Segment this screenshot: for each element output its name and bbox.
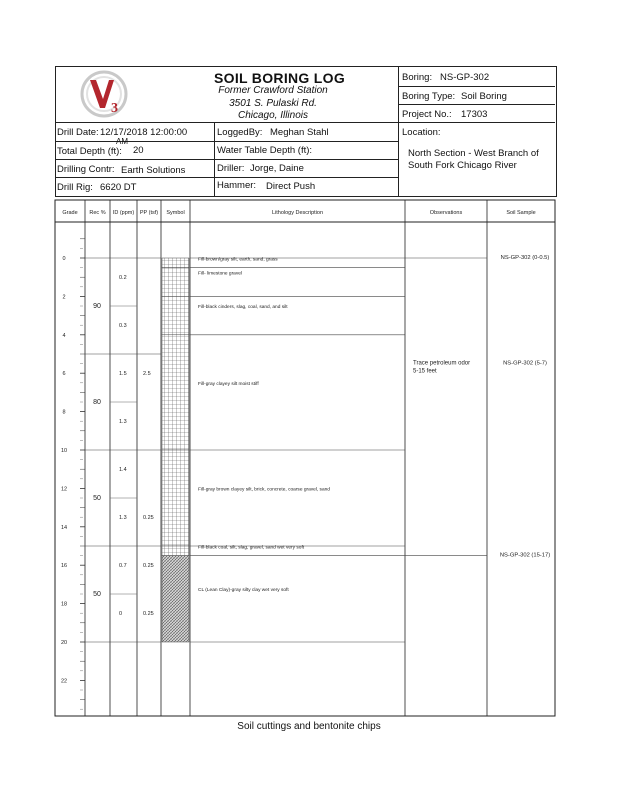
logged-by-value: Meghan Stahl [270,127,329,138]
depth-label: 12 [60,486,68,493]
recovery-value: 90 [93,303,101,310]
site-address: 3501 S. Pulaski Rd. [229,98,317,109]
lithology-symbol [162,268,189,297]
lithology-description: Fill- limestone gravel [198,271,242,277]
depth-label: 14 [60,524,68,531]
lithology-symbol [162,296,189,334]
boring-type-label: Boring Type: [402,91,456,102]
footer-note: Soil cuttings and bentonite chips [237,721,381,732]
lithology-symbol [162,546,189,556]
id-ppm-value: 1.3 [119,419,127,426]
boring-value: NS-GP-302 [440,72,490,83]
id-ppm-value: 1.5 [119,371,127,378]
column-header: Lithology Description [271,210,324,216]
lithology-description: Fill-black coal, silt, slag, gravel, sand wet very soft [198,545,305,551]
depth-label: 16 [60,563,68,570]
site-city: Chicago, Illinois [237,110,309,121]
id-ppm-value: 0 [119,611,123,618]
boring-type-value: Soil Boring [461,91,507,102]
project-no-value: 17303 [461,109,488,120]
total-depth-value: 20 [133,145,144,156]
depth-label: 20 [60,640,68,646]
site-name: Former Crawford Station [218,85,328,96]
location-value-2: South Fork Chicago River [408,160,517,171]
lithology-symbol [162,335,189,450]
lithology-symbol [162,450,189,546]
drill-date-label: Drill Date: [57,127,99,138]
recovery-value: 80 [93,399,101,406]
lithology-description: Fill-black cinders, slag, coal, sand, and silt [198,305,288,310]
column-header: Rec % [89,210,106,216]
project-no-label: Project No.: [402,109,452,120]
location-value-1: North Section - West Branch of [408,148,539,159]
pp-tsf-value: 0.25 [143,515,154,522]
total-depth-label: Total Depth (ft): [57,146,122,157]
depth-label: 10 [60,448,68,454]
id-ppm-value: 1.3 [119,515,127,522]
pp-tsf-value: 2.5 [143,371,151,378]
drilling-contr-label: Drilling Contr: [57,164,115,175]
driller-label: Driller: [217,163,245,174]
svg-text:3: 3 [111,101,118,116]
lithology-symbol [162,258,189,268]
column-header: ID (ppm) [112,210,135,216]
column-header: Grade [62,210,78,216]
depth-label: 0 [62,256,66,262]
hammer-value: Direct Push [266,181,316,192]
pp-tsf-value: 0.25 [143,563,154,570]
lithology-description: Fill-gray clayey silt moist stiff [198,381,259,387]
recovery-value: 50 [93,495,101,502]
lithology-symbol [162,556,189,642]
pp-tsf-value: 0.25 [143,611,154,618]
drill-date-ampm: AM [116,137,128,146]
soil-sample-label: NS-GP-302 (0-0.5) [500,255,550,261]
location-label: Location: [402,127,441,138]
column-header: PP (tsf) [139,210,159,216]
depth-label: 18 [60,601,68,608]
observation-text: 5-15 feet [413,368,437,375]
soil-sample-label: NS-GP-302 (15-17) [499,552,551,559]
drill-rig-value: 6620 DT [100,182,137,193]
hammer-label: Hammer: [217,180,257,191]
boring-label: Boring: [402,72,433,83]
column-header: Symbol [166,210,185,216]
observation-text: Trace petroleum odor [413,360,471,367]
depth-label: 4 [62,332,66,339]
id-ppm-value: 0.3 [119,323,127,330]
column-header: Soil Sample [506,210,536,216]
depth-label: 22 [60,678,68,685]
drill-date-value: 12/17/2018 12:00:00 [100,127,188,138]
drill-rig-label: Drill Rig: [57,182,93,193]
lithology-description: CL (Lean Clay)-gray silty clay wet very soft [198,588,289,594]
column-header: Observations [429,210,463,216]
lithology-description: Fill-gray brown clayey silt, brick, concrete, coarse gravel, sand [198,487,330,493]
driller-value: Jorge, Daine [250,163,304,174]
drilling-contr-value: Earth Solutions [121,165,186,176]
recovery-value: 50 [93,591,101,598]
logged-by-label: LoggedBy: [217,127,263,138]
id-ppm-value: 0.7 [119,563,127,570]
depth-label: 2 [62,294,66,301]
id-ppm-value: 0.2 [119,275,127,282]
water-table-label: Water Table Depth (ft): [217,145,313,156]
soil-sample-label: NS-GP-302 (5-7) [503,360,547,367]
log-title: SOIL BORING LOG [214,70,346,86]
depth-label: 8 [62,409,66,416]
id-ppm-value: 1.4 [119,467,127,474]
table-border [55,200,555,716]
lithology-description: Fill-brown/gray silt, earth, sand, grass [198,257,278,263]
depth-label: 6 [62,371,66,378]
